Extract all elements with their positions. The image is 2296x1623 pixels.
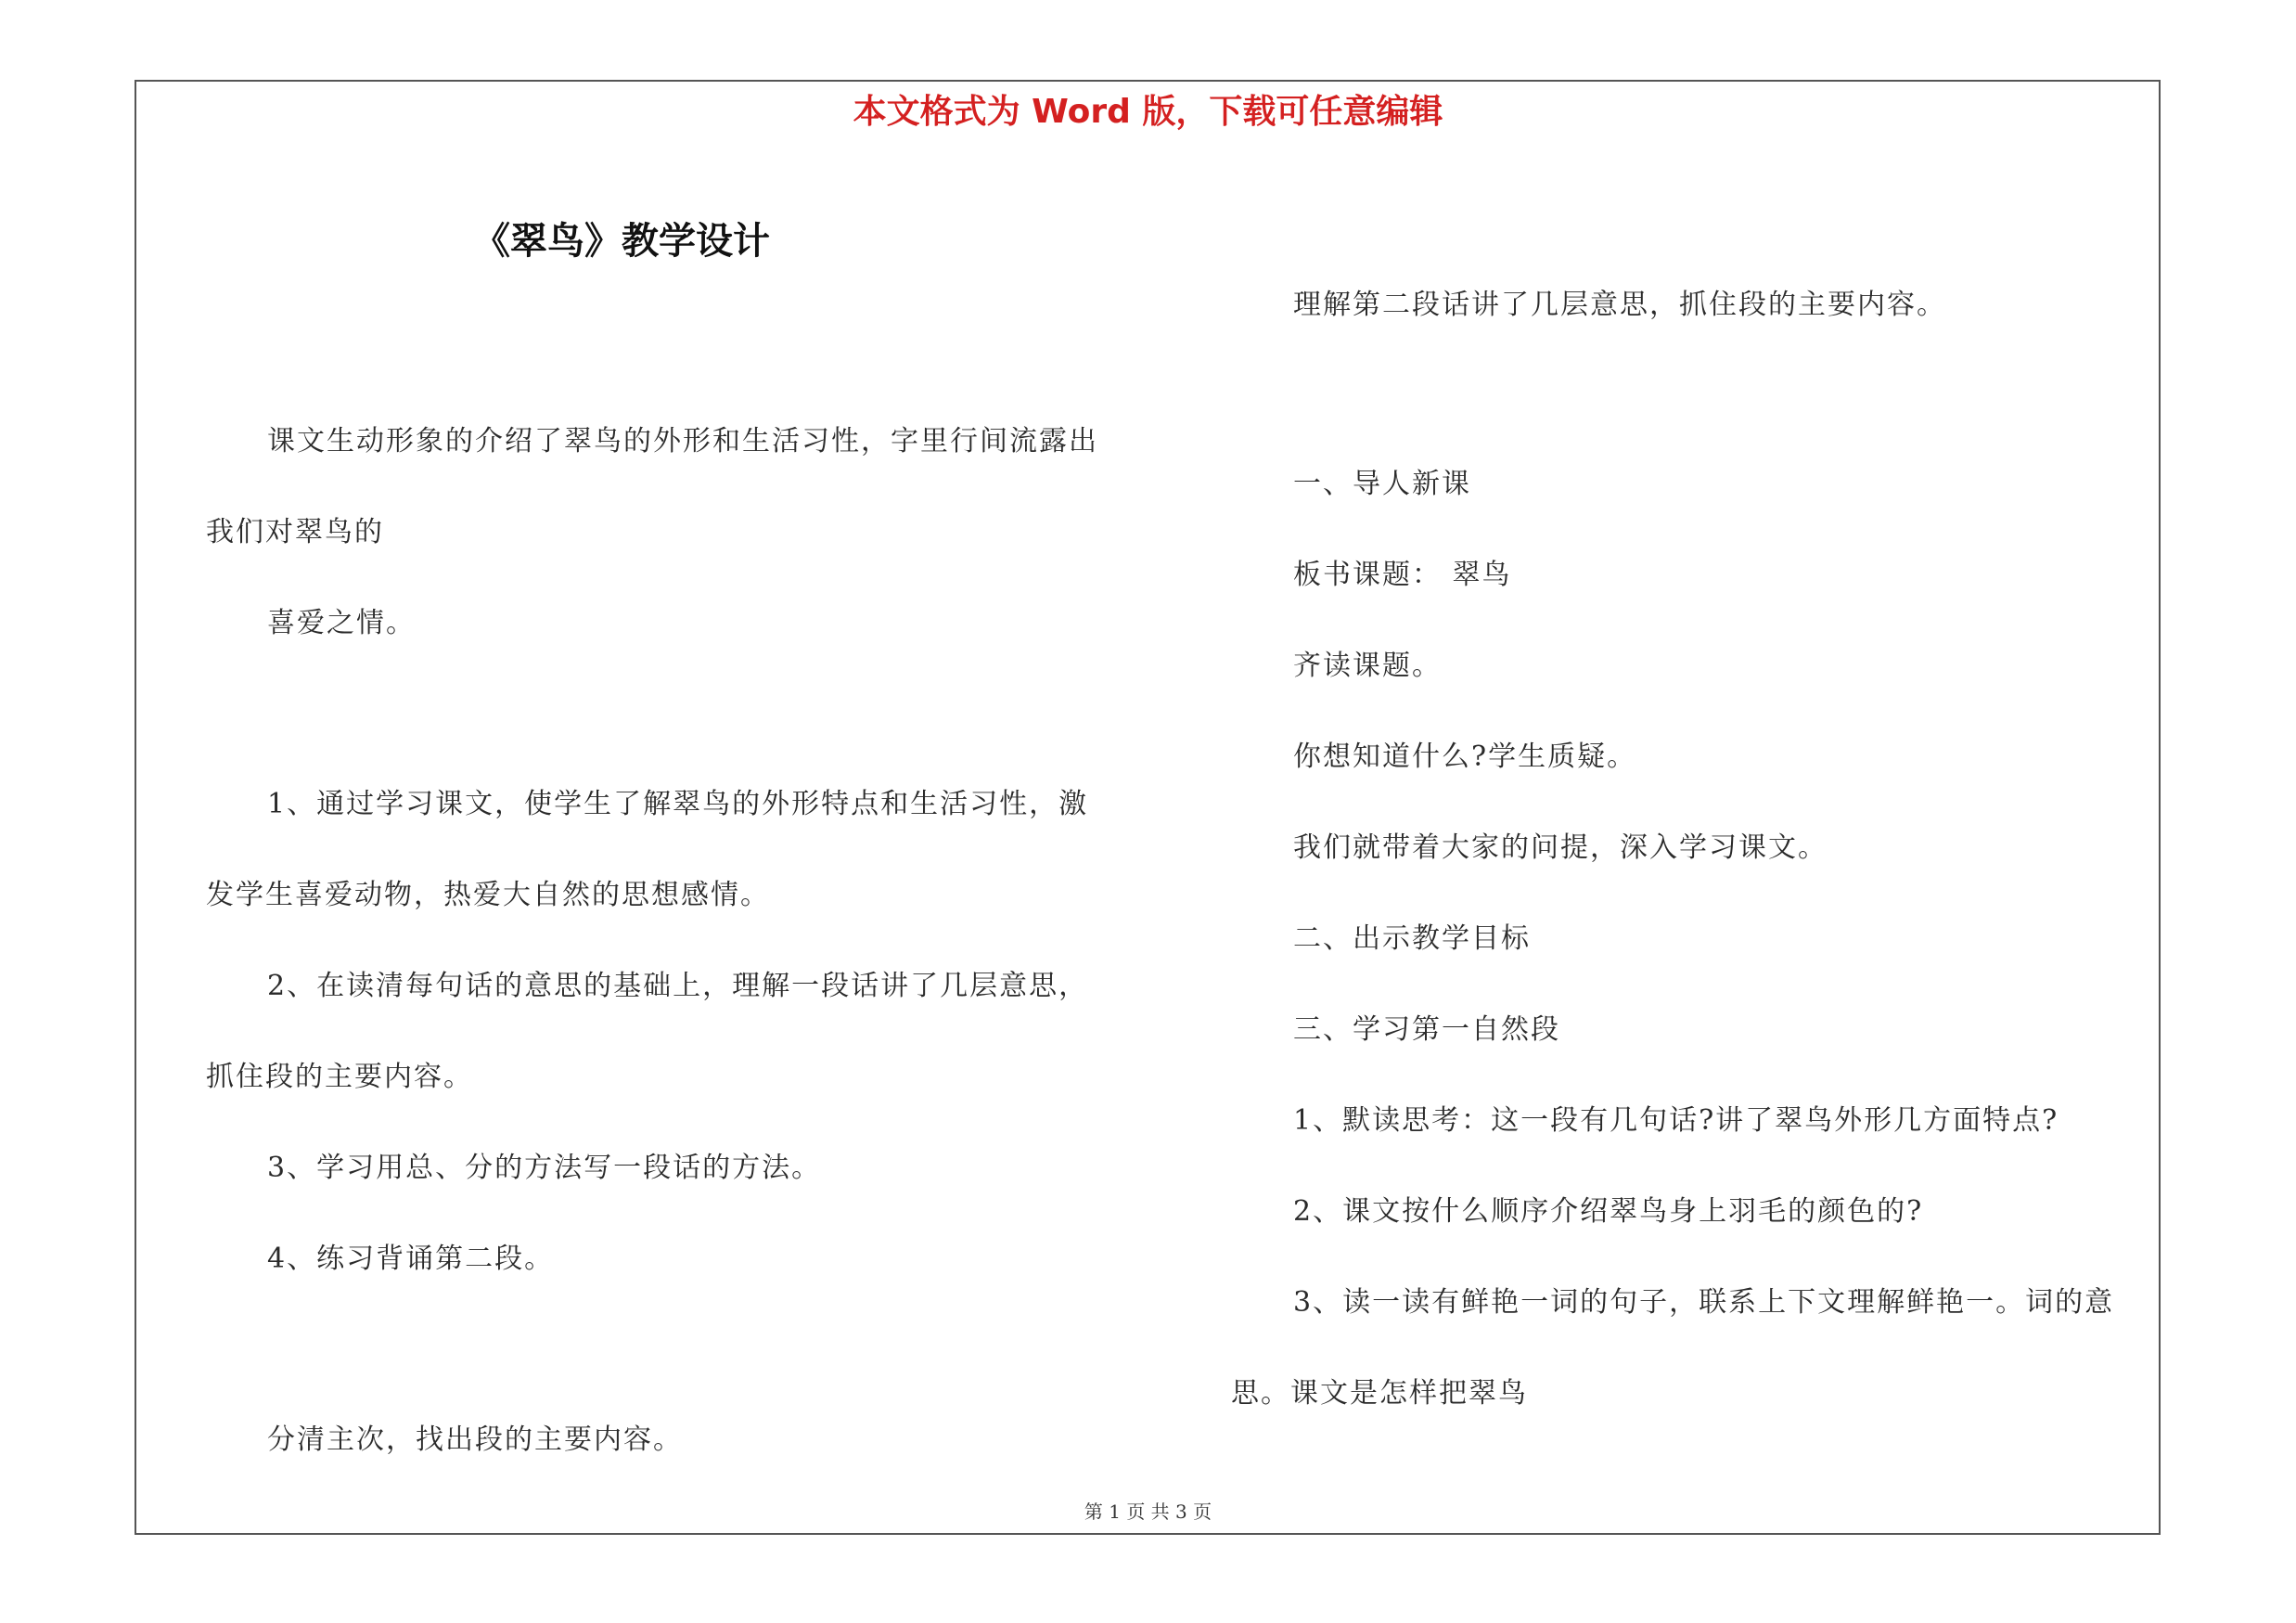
right-line-2: 一、导人新课 bbox=[1293, 468, 1471, 500]
right-line-12: 思。课文是怎样把翠鸟 bbox=[1231, 1377, 1528, 1410]
left-line-8: 3、学习用总、分的方法写一段话的方法。 bbox=[267, 1152, 822, 1184]
left-line-1: 课文生动形象的介绍了翠鸟的外形和生活习性，字里行间流露出 bbox=[267, 425, 1098, 457]
right-line-4: 齐读课题。 bbox=[1293, 650, 1442, 682]
left-line-2: 我们对翠鸟的 bbox=[206, 516, 384, 548]
right-line-7: 二、出示教学目标 bbox=[1293, 922, 1531, 955]
left-line-4: 1、通过学习课文，使学生了解翠鸟的外形特点和生活习性，激 bbox=[267, 788, 1089, 820]
left-line-9: 4、练习背诵第二段。 bbox=[267, 1243, 555, 1275]
left-line-3: 喜爱之情。 bbox=[267, 607, 416, 639]
right-line-10: 2、课文按什么顺序介绍翠鸟身上羽毛的颜色的? bbox=[1293, 1195, 1924, 1228]
format-banner: 本文格式为 Word 版，下载可任意编辑 bbox=[853, 93, 1443, 131]
left-line-6: 2、在读清每句话的意思的基础上，理解一段话讲了几层意思， bbox=[267, 970, 1089, 1002]
right-line-5: 你想知道什么?学生质疑。 bbox=[1293, 741, 1637, 773]
page-footer: 第 1 页 共 3 页 bbox=[1084, 1501, 1212, 1523]
right-line-11: 3、读一读有鲜艳一词的句子，联系上下文理解鲜艳一。词的意 bbox=[1293, 1286, 2115, 1319]
right-line-9: 1、默读思考：这一段有几句话?讲了翠鸟外形几方面特点? bbox=[1293, 1104, 2059, 1137]
right-line-6: 我们就带着大家的问提，深入学习课文。 bbox=[1293, 831, 1828, 864]
right-line-1: 理解第二段话讲了几层意思，抓住段的主要内容。 bbox=[1293, 289, 1946, 321]
left-line-7: 抓住段的主要内容。 bbox=[206, 1061, 473, 1093]
right-line-3: 板书课题： 翠鸟 bbox=[1293, 559, 1512, 591]
right-line-8: 三、学习第一自然段 bbox=[1293, 1013, 1560, 1046]
left-line-10: 分清主次，找出段的主要内容。 bbox=[267, 1423, 683, 1456]
left-line-5: 发学生喜爱动物，热爱大自然的思想感情。 bbox=[206, 879, 770, 911]
document-title: 《翠鸟》教学设计 bbox=[473, 220, 770, 263]
